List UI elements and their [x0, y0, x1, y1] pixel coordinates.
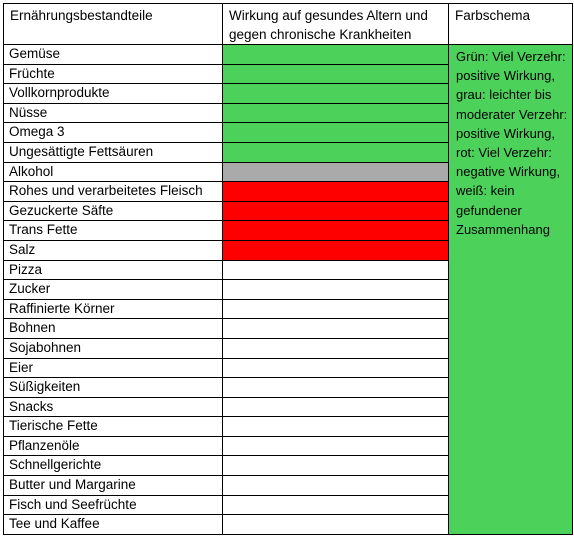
nutrition-table [3, 3, 573, 535]
effect-color-cell [223, 515, 449, 535]
effect-color-cell [223, 476, 449, 496]
ingredient-name: Rohes und verarbeitetes Fleisch [4, 182, 223, 202]
effect-color-cell [223, 162, 449, 182]
effect-color-cell [223, 397, 449, 417]
ingredient-name: Butter und Margarine [4, 476, 223, 496]
table-body [4, 45, 573, 535]
effect-color-cell [223, 280, 449, 300]
header-ingredients: Ernährungsbestandteile [4, 4, 223, 45]
effect-color-cell [223, 221, 449, 241]
ingredient-name: Nüsse [4, 103, 223, 123]
effect-color-cell [223, 142, 449, 162]
color-scheme-legend: Grün: Viel Verzehr: positive Wirkung, grau: leichter bis moderater Verzehr: positive Wirkung, rot: Viel Verzehr: negative Wirkung, weiß: kein gefundener Zusammenhang [449, 45, 573, 535]
effect-color-cell [223, 319, 449, 339]
ingredient-name: Trans Fette [4, 221, 223, 241]
effect-color-cell [223, 378, 449, 398]
effect-color-cell [223, 64, 449, 84]
ingredient-name: Snacks [4, 397, 223, 417]
ingredient-name: Früchte [4, 64, 223, 84]
effect-color-cell [223, 201, 449, 221]
effect-color-cell [223, 358, 449, 378]
header-color-scheme: Farbschema [449, 4, 573, 45]
ingredient-name: Alkohol [4, 162, 223, 182]
effect-color-cell [223, 103, 449, 123]
ingredient-name: Sojabohnen [4, 338, 223, 358]
header-effect: Wirkung auf gesundes Altern und gegen chronische Krankheiten [223, 4, 449, 45]
effect-color-cell [223, 123, 449, 143]
ingredient-name: Bohnen [4, 319, 223, 339]
effect-color-cell [223, 45, 449, 65]
ingredient-name: Gemüse [4, 45, 223, 65]
header-row [4, 4, 573, 45]
effect-color-cell [223, 338, 449, 358]
ingredient-name: Tierische Fette [4, 417, 223, 437]
ingredient-name: Raffinierte Körner [4, 299, 223, 319]
ingredient-name: Tee und Kaffee [4, 515, 223, 535]
ingredient-name: Zucker [4, 280, 223, 300]
effect-color-cell [223, 495, 449, 515]
effect-color-cell [223, 260, 449, 280]
effect-color-cell [223, 182, 449, 202]
effect-color-cell [223, 240, 449, 260]
ingredient-name: Pflanzenöle [4, 436, 223, 456]
effect-color-cell [223, 417, 449, 437]
effect-color-cell [223, 436, 449, 456]
ingredient-name: Fisch und Seefrüchte [4, 495, 223, 515]
effect-color-cell [223, 299, 449, 319]
ingredient-name: Salz [4, 240, 223, 260]
table-row [4, 45, 573, 65]
ingredient-name: Süßigkeiten [4, 378, 223, 398]
ingredient-name: Eier [4, 358, 223, 378]
ingredient-name: Ungesättigte Fettsäuren [4, 142, 223, 162]
ingredient-name: Pizza [4, 260, 223, 280]
effect-color-cell [223, 456, 449, 476]
ingredient-name: Omega 3 [4, 123, 223, 143]
ingredient-name: Schnellgerichte [4, 456, 223, 476]
effect-color-cell [223, 84, 449, 104]
ingredient-name: Gezuckerte Säfte [4, 201, 223, 221]
ingredient-name: Vollkornprodukte [4, 84, 223, 104]
